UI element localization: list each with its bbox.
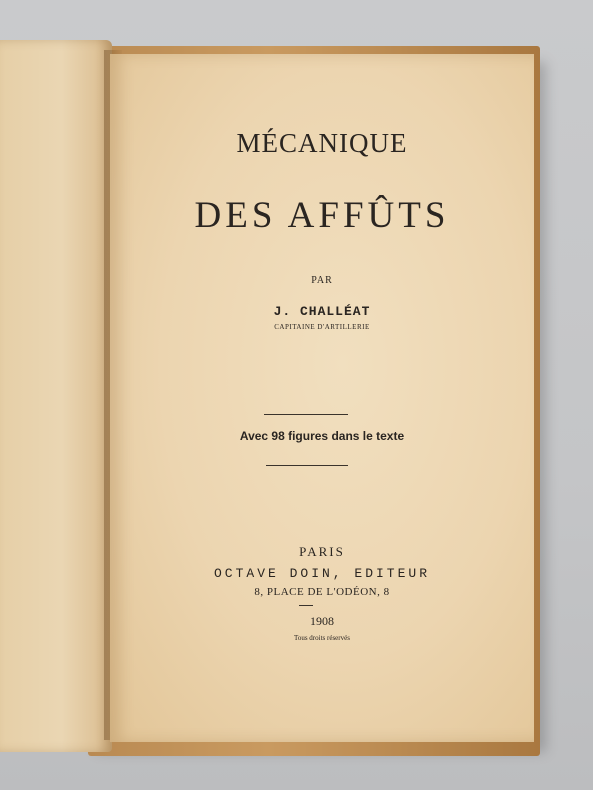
rights-notice: Tous droits réservés xyxy=(294,634,350,642)
publication-year: 1908 xyxy=(310,614,334,628)
title-line-1: MÉCANIQUE xyxy=(236,128,408,158)
title-line-2: DES AFFÛTS xyxy=(194,195,450,236)
figures-note: Avec 98 figures dans le texte xyxy=(239,429,405,443)
by-label: PAR xyxy=(311,275,333,286)
title-page xyxy=(110,54,534,742)
author-name: J. CHALLÉAT xyxy=(273,304,371,319)
divider-top xyxy=(264,414,348,415)
left-page xyxy=(0,40,112,752)
author-rank: CAPITAINE D'ARTILLERIE xyxy=(274,323,370,331)
divider-small xyxy=(299,605,313,606)
publisher-address: 8, PLACE DE L'ODÉON, 8 xyxy=(254,586,390,598)
publisher-city: PARIS xyxy=(299,544,345,559)
divider-bottom xyxy=(266,465,348,466)
publisher-name: OCTAVE DOIN, EDITEUR xyxy=(213,566,431,581)
